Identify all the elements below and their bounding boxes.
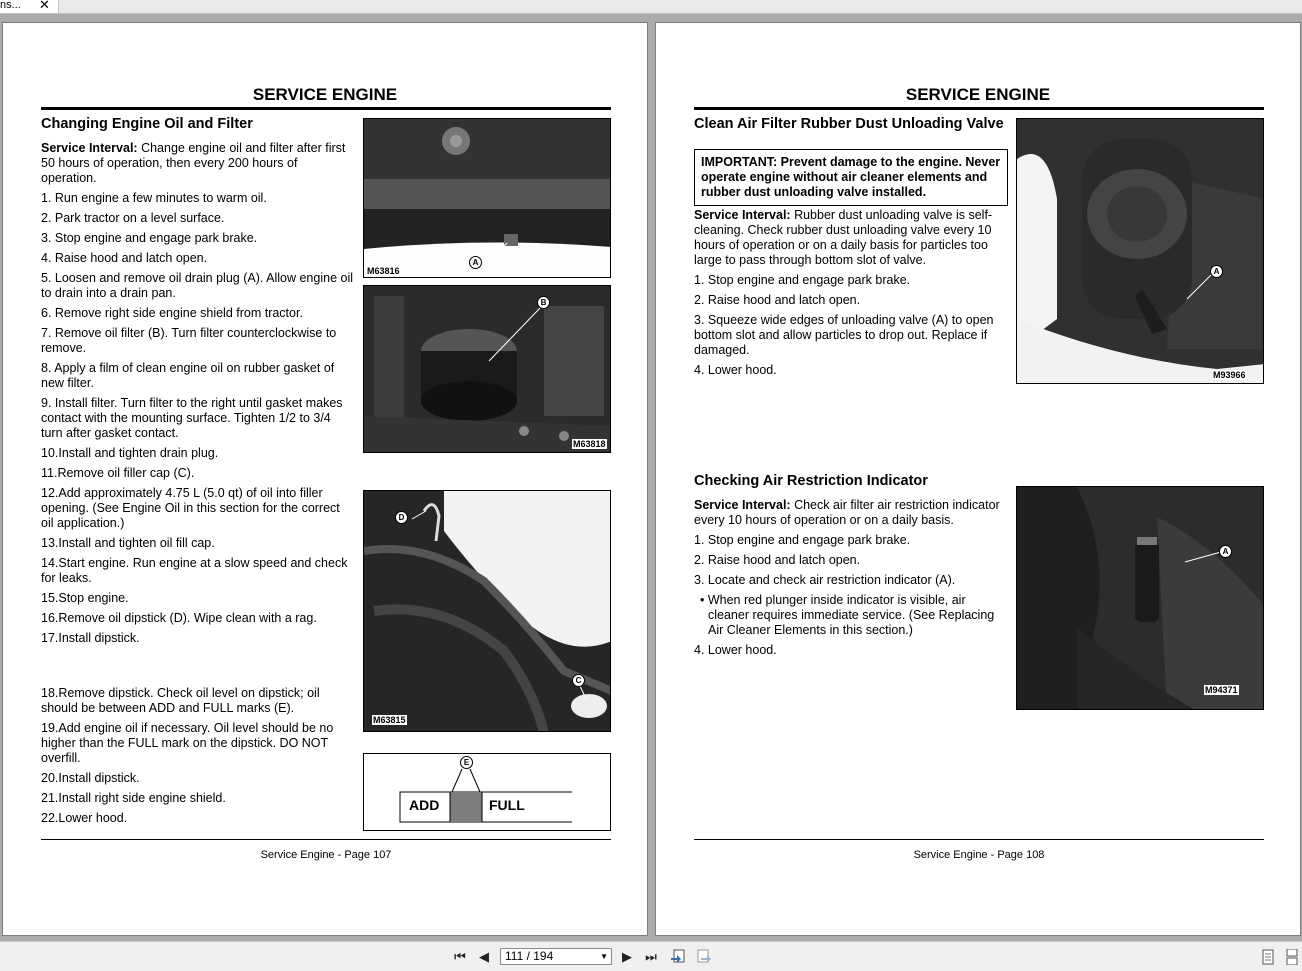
footer-rule — [694, 839, 1264, 840]
callout-d: D — [395, 511, 408, 524]
step: 4. Lower hood. — [694, 643, 777, 657]
step: 3. Squeeze wide edges of unloading valve (A) to open bottom slot and allow particles to drop out. Replace if damaged. — [694, 313, 994, 357]
go-back-icon[interactable] — [670, 949, 686, 965]
valve-procedure-text — [694, 208, 1008, 383]
service-interval: Service Interval: Rubber dust unloading valve is self-cleaning. Check rubber dust unloading valve every 10 hours of operation or on a daily basis for particles too large to pass through bottom slot of valve. — [694, 208, 993, 267]
figure-id: M93966 — [1213, 370, 1246, 380]
figure-id: M63816 — [367, 266, 400, 276]
dipstick-graphic — [364, 754, 612, 832]
document-tab[interactable] — [0, 0, 59, 13]
section-title: Checking Air Restriction Indicator — [694, 473, 928, 489]
step: 8. Apply a film of clean engine oil on rubber gasket of new filter. — [41, 361, 335, 390]
page-header: SERVICE ENGINE — [252, 85, 398, 104]
next-page-button[interactable]: ▶ — [622, 949, 632, 964]
add-mark: ADD — [409, 797, 440, 813]
oil-filter-image — [364, 286, 611, 453]
page-107 — [2, 22, 648, 936]
step: 6. Remove right side engine shield from tractor. — [41, 306, 303, 320]
page-footer: Service Engine - Page 107 — [260, 849, 392, 861]
oil-dipstick-photo — [363, 490, 611, 732]
service-interval: Service Interval: Change engine oil and filter after first 50 hours of operation, then every 200 hours of operation. — [41, 141, 346, 185]
full-mark: FULL — [489, 797, 525, 813]
engine-bay-image — [364, 491, 611, 732]
step: 1. Stop engine and engage park brake. — [694, 533, 911, 547]
figure-id: M63815 — [373, 715, 406, 725]
air-cleaner-image — [1017, 119, 1264, 384]
step: 7. Remove oil filter (B). Turn filter counterclockwise to remove. — [41, 326, 337, 355]
step: 9. Install filter. Turn filter to the right until gasket makes contact with the mounting surface. Tighten 1/2 to 3/4 turn after gasket contact. — [41, 396, 343, 440]
step: 20.Install dipstick. — [41, 771, 140, 785]
section-title: Changing Engine Oil and Filter — [41, 116, 253, 132]
callout-a: A — [1210, 265, 1223, 278]
step: 5. Loosen and remove oil drain plug (A). Allow engine oil to drain into a drain pan. — [41, 271, 353, 300]
step: 10.Install and tighten drain plug. — [41, 446, 219, 460]
single-page-view-icon[interactable] — [1260, 949, 1276, 965]
step: 14.Start engine. Run engine at a slow speed and check for leaks. — [41, 556, 348, 585]
step: 1. Stop engine and engage park brake. — [694, 273, 911, 287]
figure-id: M94371 — [1205, 685, 1238, 695]
navigation-toolbar — [0, 941, 1302, 971]
indicator-procedure-text — [694, 498, 1008, 663]
footer-rule — [41, 839, 611, 840]
figure-id: M63818 — [573, 439, 606, 449]
continuous-view-icon[interactable] — [1284, 949, 1300, 965]
step: 22.Lower hood. — [41, 811, 128, 825]
step: 4. Raise hood and latch open. — [41, 251, 208, 265]
callout-a: A — [1219, 545, 1232, 558]
callout-c: C — [572, 674, 585, 687]
step: 17.Install dipstick. — [41, 631, 140, 645]
step: 4. Lower hood. — [694, 363, 777, 377]
page-footer: Service Engine - Page 108 — [913, 849, 1045, 861]
header-rule — [41, 107, 611, 110]
page-header: SERVICE ENGINE — [905, 85, 1051, 104]
go-forward-icon[interactable] — [696, 949, 712, 965]
step: 2. Raise hood and latch open. — [694, 553, 861, 567]
step: 3. Stop engine and engage park brake. — [41, 231, 258, 245]
section-title: Clean Air Filter Rubber Dust Unloading Valve — [694, 116, 1004, 132]
engine-underside-image — [364, 119, 611, 278]
step: 12.Add approximately 4.75 L (5.0 qt) of oil into filler opening. (See Engine Oil in this section for the correct oil application.) — [41, 486, 340, 530]
step: 15.Stop engine. — [41, 591, 129, 605]
step: 11.Remove oil filler cap (C). — [41, 466, 195, 480]
procedure-text-continued — [41, 686, 343, 831]
callout-e: E — [460, 756, 473, 769]
step: 16.Remove oil dipstick (D). Wipe clean with a rag. — [41, 611, 317, 625]
callout-b: B — [537, 296, 550, 309]
step: 1. Run engine a few minutes to warm oil. — [41, 191, 267, 205]
procedure-text — [41, 141, 353, 651]
important-notice: IMPORTANT: Prevent damage to the engine. Never operate engine without air cleaner elements and rubber dust unloading valve installed. — [694, 149, 1008, 206]
page-108 — [655, 22, 1301, 936]
page-number-value: 111 / 194 — [505, 949, 554, 963]
previous-page-button[interactable]: ◀ — [479, 949, 489, 964]
air-restriction-indicator-photo — [1016, 486, 1264, 710]
indicator-image — [1017, 487, 1264, 710]
first-page-button[interactable]: ⏮ — [454, 949, 466, 964]
air-filter-valve-photo — [1016, 118, 1264, 384]
page-number-select[interactable] — [500, 948, 612, 965]
step: 2. Park tractor on a level surface. — [41, 211, 225, 225]
header-rule — [694, 107, 1264, 110]
step: 21.Install right side engine shield. — [41, 791, 226, 805]
step: 18.Remove dipstick. Check oil level on dipstick; oil should be between ADD and FULL marks (E). — [41, 686, 320, 715]
oil-drain-plug-photo — [363, 118, 611, 278]
step: 2. Raise hood and latch open. — [694, 293, 861, 307]
bullet-note: • When red plunger inside indicator is visible, air cleaner requires immediate service. (See Replacing Air Cleaner Elements in this section.) — [700, 593, 995, 637]
close-icon[interactable]: ✕ — [39, 0, 50, 12]
tab-title: ns... — [0, 0, 21, 11]
step: 3. Locate and check air restriction indicator (A). — [694, 573, 956, 587]
last-page-button[interactable]: ⏭ — [645, 949, 657, 964]
service-interval: Service Interval: Check air filter air restriction indicator every 10 hours of operation or on a daily basis. — [694, 498, 1000, 527]
oil-filter-photo — [363, 285, 611, 453]
tab-bar — [0, 0, 1302, 14]
callout-a: A — [469, 256, 482, 269]
step: 13.Install and tighten oil fill cap. — [41, 536, 215, 550]
dipstick-diagram — [363, 753, 611, 831]
chevron-down-icon: ▼ — [600, 952, 608, 961]
step: 19.Add engine oil if necessary. Oil level should be no higher than the FULL mark on the dipstick. DO NOT overfill. — [41, 721, 334, 765]
